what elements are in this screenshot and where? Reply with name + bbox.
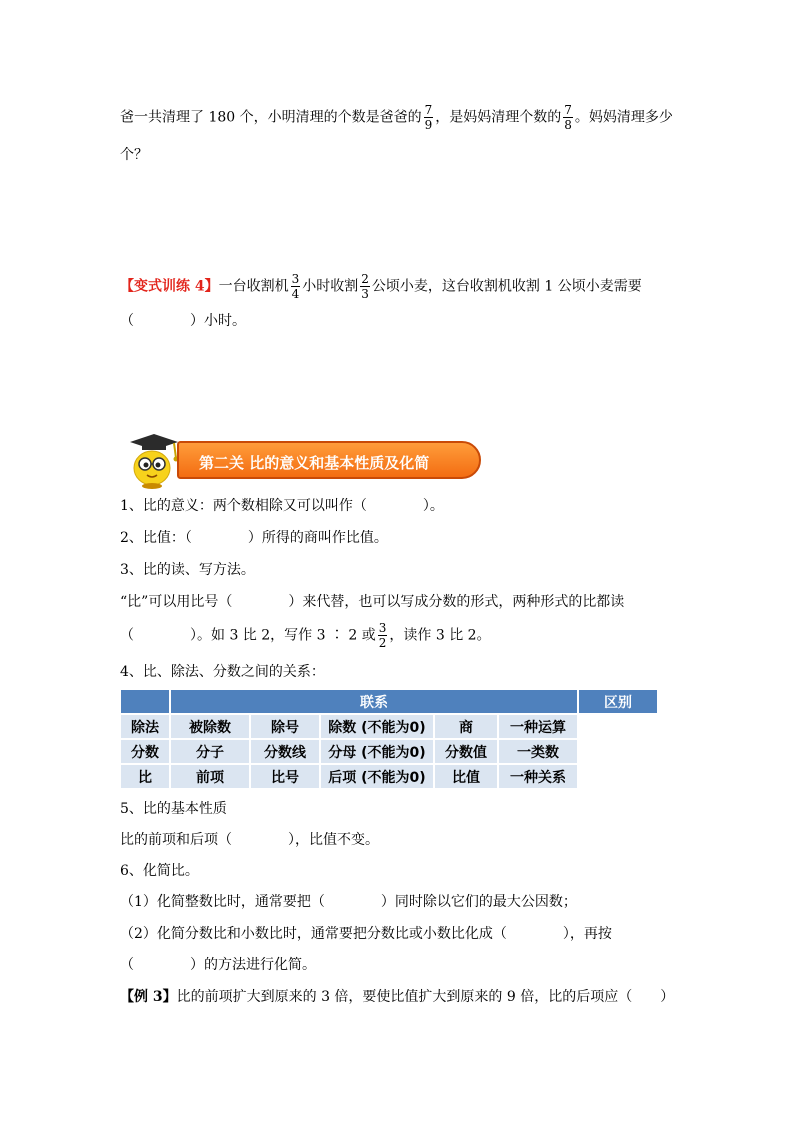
table-row: 分数 分子 分数线 分母 (不能为0) 分数值 一类数 [120, 739, 658, 764]
practice-4-tag: 【变式训练 4】 [120, 278, 219, 295]
owl-scholar-icon [120, 432, 184, 492]
practice-4-line-2: （ ）小时。 [120, 313, 246, 329]
section-2-title: 第二关 比的意义和基本性质及化简 [199, 454, 430, 472]
table-header-row [120, 689, 658, 714]
example-3-tag: 【例 3】 [120, 989, 177, 1005]
item-5-line-1: 比的前项和后项（ ），比值不变。 [120, 832, 379, 848]
item-6-line-2: （2）化简分数比和小数比时，通常要把分数比或小数比化成（ ），再按 [120, 926, 612, 942]
table-row: 除法 被除数 除号 除数 (不能为0) 商 一种运算 [120, 714, 658, 739]
table-header-link: 联系 [170, 689, 578, 714]
item-6-line-3: （ ）的方法进行化简。 [120, 957, 316, 973]
practice-4-line-1: 【变式训练 4】一台收割机 $\frac{3}{4}$ 小时收割 $\frac{2}{3}$ 公顷小麦，这台收割机收割 1 公顷小麦需要 [120, 272, 642, 301]
item-3: 3、比的读、写方法。 [120, 562, 255, 578]
table-header-diff: 区别 [578, 689, 658, 714]
item-4: 4、比、除法、分数之间的关系： [120, 664, 325, 680]
fraction-3-2: $\frac{3}{2}$ [378, 621, 387, 650]
item-6: 6、化简比。 [120, 863, 199, 879]
fraction-7-9: $\frac{7}{9}$ [424, 103, 433, 132]
fraction-7-8: $\frac{7}{8}$ [564, 103, 572, 132]
example-3: 【例 3】比的前项扩大到原来的 3 倍，要使比值扩大到原来的 9 倍，比的后项应（ ） [120, 989, 675, 1005]
item-1: 1、比的意义：两个数相除又可以叫作（ ）。 [120, 498, 444, 514]
item-5: 5、比的基本性质 [120, 801, 227, 817]
section-2-title-bar [177, 441, 481, 479]
relationship-table [119, 688, 659, 790]
item-3-line-2: （ ）。如 3 比 2，写作 3 ∶ 2 或 $\frac{3}{2}$ ，读作 3 比 2。 [120, 621, 491, 650]
problem-line-2: 个？ [120, 147, 148, 163]
table-header-blank [120, 689, 170, 714]
item-3-line-1: “比”可以用比号（ ）来代替，也可以写成分数的形式，两种形式的比都读 [120, 594, 625, 610]
section-2-banner [124, 434, 494, 490]
table-row: 比 前项 比号 后项 (不能为0) 比值 一种关系 [120, 764, 658, 789]
fraction-3-4: $\frac{3}{4}$ [291, 272, 300, 301]
problem-line-1: 爸一共清理了 180 个，小明清理的个数是爸爸的 $\frac{7}{9}$ ，是妈妈清理个数的 $\frac{7}{8}$ 。妈妈清理多少 [120, 103, 673, 132]
item-2: 2、比值：（ ）所得的商叫作比值。 [120, 530, 388, 546]
fraction-2-3: $\frac{2}{3}$ [361, 272, 369, 301]
item-6-line-1: （1）化简整数比时，通常要把（ ）同时除以它们的最大公因数； [120, 894, 577, 910]
